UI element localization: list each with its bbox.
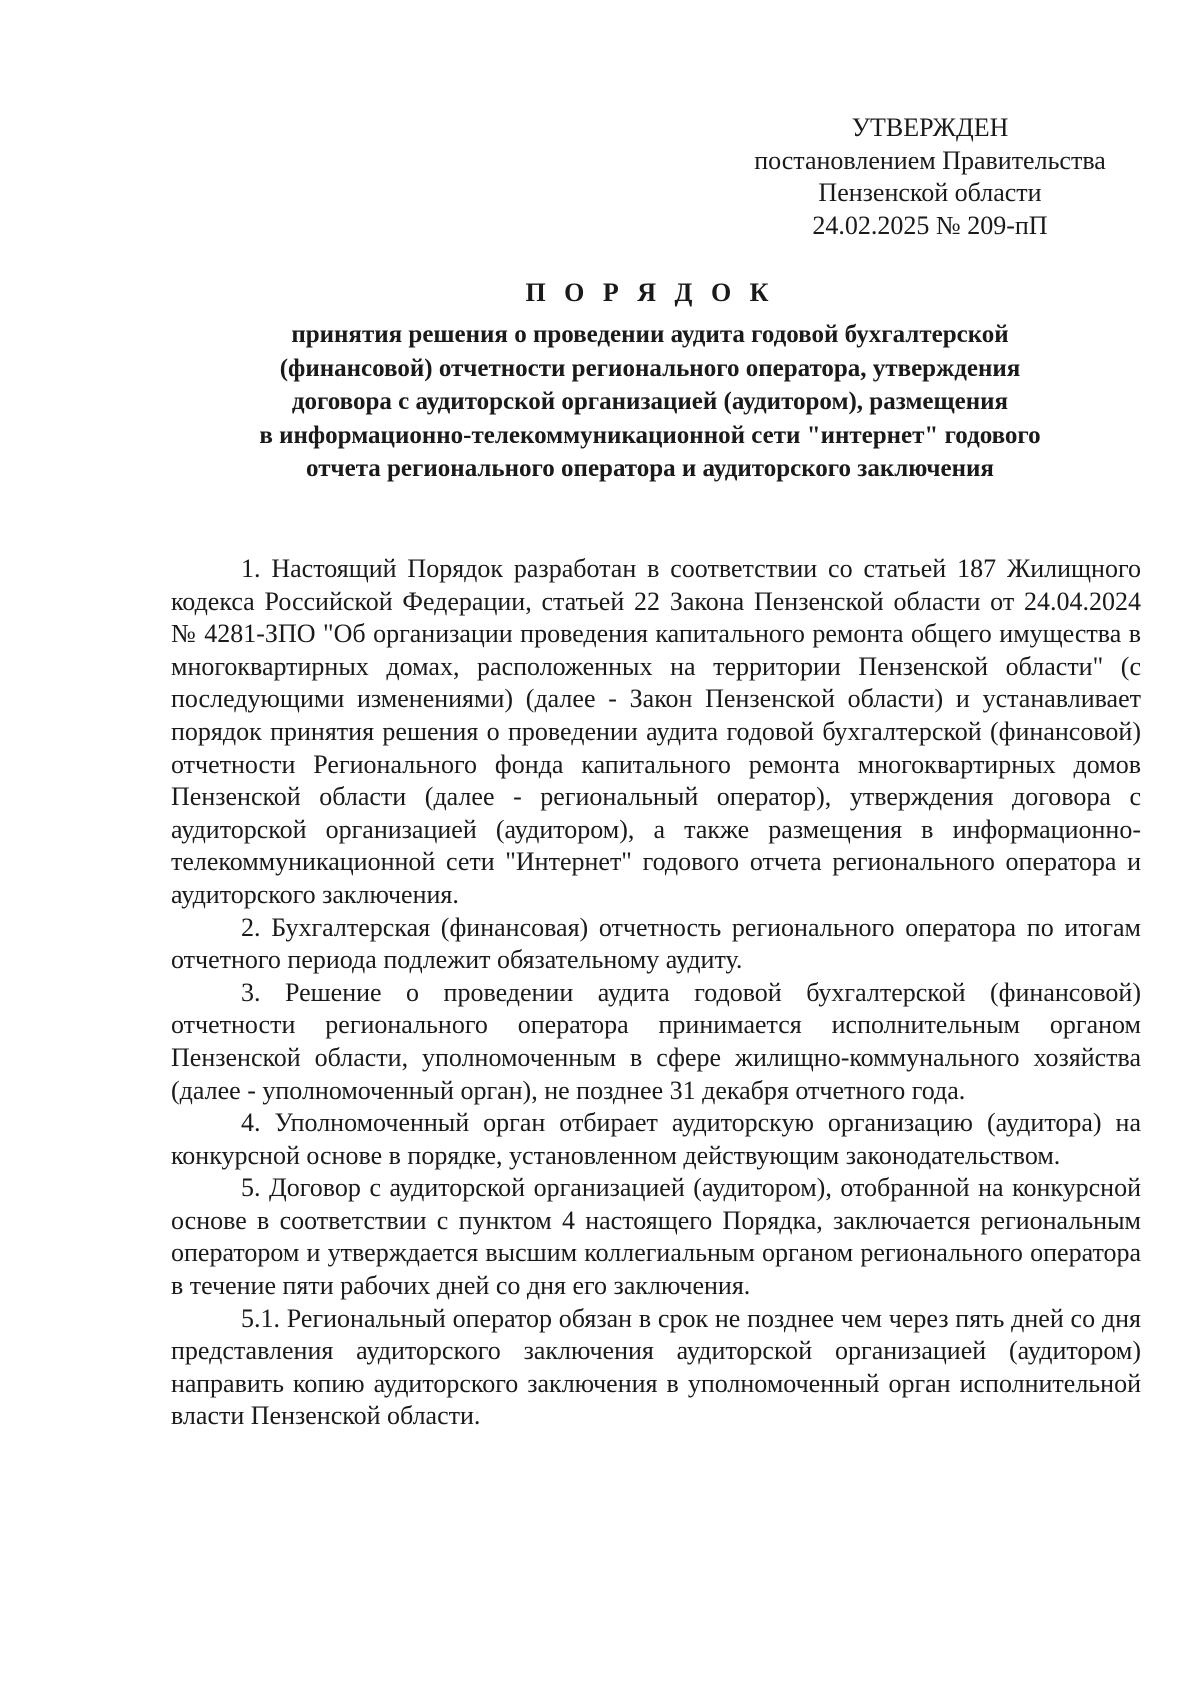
paragraph-2: 2. Бухгалтерская (финансовая) отчетность регионального оператора по итогам отчетного периода подлежит обязательному аудиту. [171,912,1141,975]
approval-line-region: Пензенской области [818,178,1042,207]
subtitle-line: договора с аудиторской организацией (аудитором), размещения [291,388,1009,416]
paragraph-5: 5. Договор с аудиторской организацией (аудитором), отобранной на конкурсной основе в соответствии с пунктом 4 настоящего Порядка, заключается региональным оператором и утверждается высшим коллегиальным органом регионального оператора в течение пяти рабочих дней со дня его заключения. [171,1173,1141,1301]
paragraph-4: 4. Уполномоченный орган отбирает аудиторскую организацию (аудитора) на конкурсной основе в порядке, установленном действующим законодательством. [171,1108,1141,1170]
subtitle-line: принятия решения о проведении аудита годовой бухгалтерской [291,321,1009,348]
document-subtitle [170,318,1130,486]
paragraph-1: 1. Настоящий Порядок разработан в соответствии со статьей 187 Жилищного кодекса Российской Федерации, статьей 22 Закона Пензенской области от 24.04.2024 № 4281-ЗПО "Об организации проведения капитального ремонта общего имущества в многоквартирных домах, расположенных на территории Пензенской области" (с последующими изменениями) (далее - Закон Пензенской области) и устанавливает порядок принятия решения о проведении аудита годовой бухгалтерской (финансовой) отчетности Регионального фонда капитального ремонта многоквартирных домов Пензенской области (далее - региональный оператор), утверждения договора с аудиторской организацией (аудитором), а также размещения в информационно-телекоммуникационной сети "Интернет" годового отчета регионального оператора и аудиторского заключения. [171,554,1141,909]
approval-line-date-number: 24.02.2025 № 209-пП [812,210,1048,240]
approval-stamp-block [720,112,1140,242]
document-title-block [170,276,1130,486]
subtitle-line: в информационно-телекоммуникационной сети "интернет" годового [259,421,1041,449]
subtitle-line: (финансовой) отчетности регионального оператора, утверждения [279,354,1021,382]
approval-line-approved: УТВЕРЖДЕН [851,113,1009,142]
paragraph-5-1: 5.1. Региональный оператор обязан в срок не позднее чем через пять дней со дня представления аудиторского заключения аудиторской организацией (аудитором) направить копию аудиторского заключения в уполномоченный орган исполнительной власти Пензенской области. [171,1303,1141,1431]
subtitle-line: отчета регионального оператора и аудиторского заключения [306,455,994,483]
approval-line-resolution: постановлением Правительства [754,145,1106,175]
paragraph-3: 3. Решение о проведении аудита годовой бухгалтерской (финансовой) отчетности регионального оператора принимается исполнительным органом Пензенской области, уполномоченным в сфере жилищно-коммунального хозяйства (далее - уполномоченный орган), не позднее 31 декабря отчетного года. [171,977,1141,1105]
document-body [171,553,1141,1433]
document-heading: П О Р Я Д О К [525,278,775,307]
